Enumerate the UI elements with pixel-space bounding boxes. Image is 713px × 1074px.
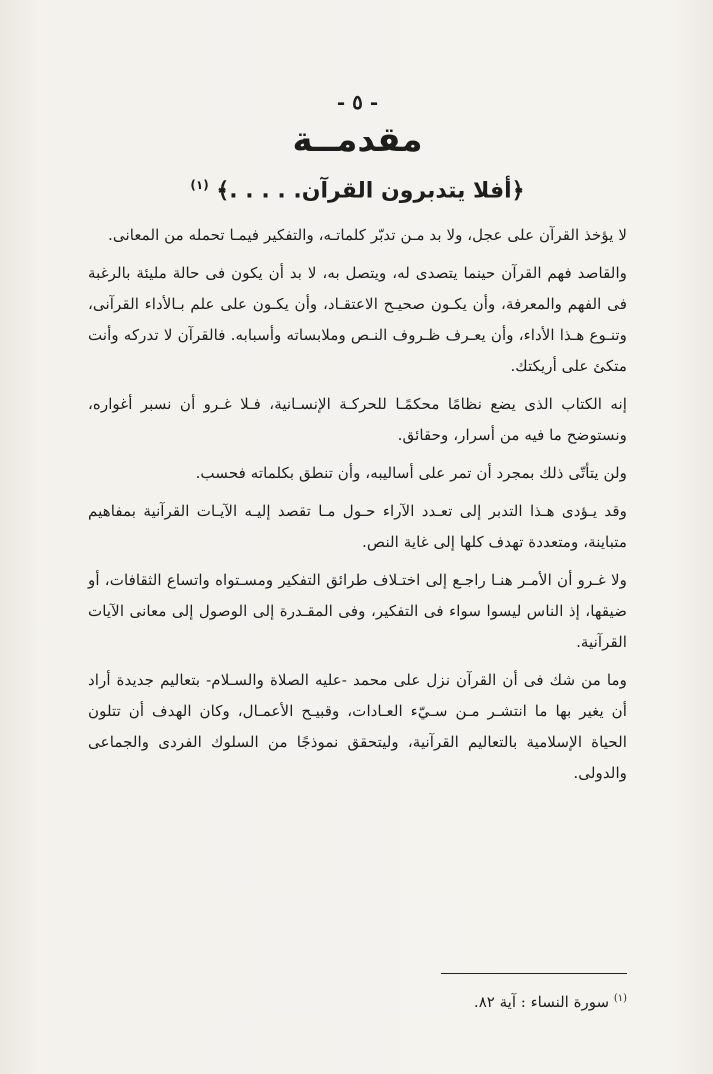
page-content [88, 88, 627, 796]
page-title: مقدمــة [292, 120, 423, 160]
paragraph-3: إنه الكتاب الذى يضع نظامًا محكمًـا للحركـة الإنسـانية، فـلا غـرو أن نسبر أغواره، ونستوضح ما فيه من أسرار، وحقائق. [88, 395, 627, 445]
paragraph-2: والقاصد فهم القرآن حينما يتصدى له، ويتصل به، لا بد أن يكون فى حالة مليئة بالرغبة فى الفهم والمعرفة، وأن يكـون صحيـح الاعتقـاد، وأن يكـون على علم بـالأداء القرآنى، وتنـوع هـذا الأداء، وأن يعـرف ظـروف النـص وملابساته وأسبابه. فالقرآن لا تدركه وأنت متكئ على أريكتك. [88, 264, 627, 376]
paragraph-5: وقد يـؤدى هـذا التدبر إلى تعـدد الآراء حـول مـا تقصد إليـه الآيـات القرآنية بمفاهيم متباينة، ومتعددة تهدف كلها إلى غاية النص. [88, 502, 627, 552]
footnote-marker: (١) [613, 993, 627, 1004]
verse-text: ﴿أفلا يتدبرون القرآن. . . . .﴾ [216, 178, 525, 204]
paragraph-1: لا يؤخذ القرآن على عجل، ولا بد مـن تدبّر كلماتـه، والتفكير فيمـا تحمله من المعانى. [108, 226, 627, 245]
footnote [474, 988, 627, 1013]
page-number: - ٥ - [336, 90, 379, 114]
paragraph-4: ولن يتأتّى ذلك بمجرد أن تمر على أساليبه، وأن تنطق بكلماته فحسب. [195, 464, 627, 483]
paragraph-6: ولا غـرو أن الأمـر هنـا راجـع إلى اختـلاف طرائق التفكير ومسـتواه واتساع الثقافات، أو ضيقها، إذ الناس ليسوا سواء فى التفكير، وفى المقـدرة إلى الوصول إلى معانى الآيات القرآنية. [88, 571, 627, 652]
quran-verse [88, 168, 627, 208]
footnote-text: سورة النساء : آية ٨٢. [473, 993, 610, 1011]
paragraph-7: وما من شك فى أن القرآن نزل على محمد -عليه الصلاة والسـلام- بتعاليم جديدة أراد أن يغير بها ما انتشـر مـن سـيّء العـادات، وقبيـح الأعمـال، وكان الهدف أن تتلون الحياة الإسلامية بالتعاليم القرآنية، وليتحقق نموذجًا من السلوك الفردى والجماعى والدولى. [88, 671, 627, 783]
footnote-divider [441, 973, 627, 974]
verse-footnote-ref: (١) [190, 178, 209, 192]
